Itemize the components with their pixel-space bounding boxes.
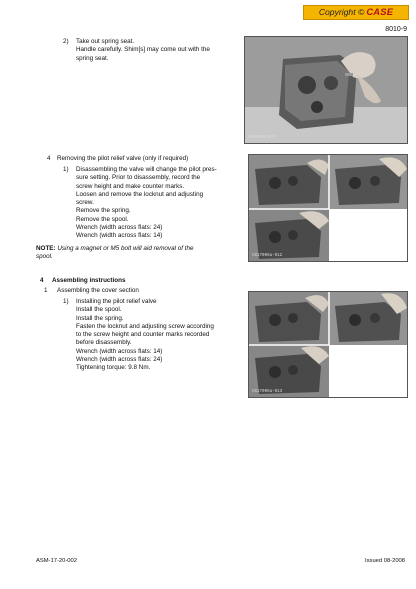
assembling-number: 4 bbox=[40, 277, 44, 284]
step-2-number: 2) bbox=[63, 38, 69, 45]
copyright-badge bbox=[303, 5, 409, 20]
copyright-text: Copyright © bbox=[318, 6, 365, 17]
step-line: Install the spool. bbox=[76, 306, 122, 314]
valve-photo bbox=[244, 36, 408, 144]
step-line: screw height and make counter marks. bbox=[76, 182, 185, 190]
pilot-relief-removal-photos bbox=[248, 154, 408, 262]
document-id: ASM-17-20-002 bbox=[36, 558, 77, 564]
section-title: Removing the pilot relief valve (only if required) bbox=[57, 155, 189, 162]
section-number: 4 bbox=[47, 155, 51, 162]
step-line: Install the spring. bbox=[76, 314, 124, 322]
step-2-line: Handle carefully. Shim[s] may come out with the bbox=[76, 46, 210, 54]
step-line: Tightening torque: 9.8 Nm. bbox=[76, 364, 151, 372]
subsection-number: 1 bbox=[44, 287, 48, 294]
valve-photo-art bbox=[245, 37, 408, 144]
step-line: Loosen and remove the locknut and adjusting bbox=[76, 190, 204, 198]
step-line: sure setting. Prior to disassembly, record the bbox=[76, 174, 201, 182]
note-text: spool. bbox=[36, 253, 53, 261]
install-step-text bbox=[76, 298, 236, 373]
step-line: screw. bbox=[76, 199, 94, 207]
case-logo: CASE bbox=[366, 6, 394, 18]
step-line: Installing the pilot relief valve bbox=[76, 298, 157, 305]
step-2-text bbox=[76, 38, 234, 63]
step-line: Wrench (width across flats: 24) bbox=[76, 224, 163, 232]
install-step-number: 1) bbox=[63, 298, 69, 305]
step-line: Disassembling the valve will change the pilot pres- bbox=[76, 166, 217, 173]
issue-date: Issued 08-2008 bbox=[365, 558, 405, 564]
page-number: 8010-9 bbox=[385, 26, 407, 33]
pilot-relief-install-art bbox=[249, 292, 408, 398]
note-label: NOTE: bbox=[36, 245, 56, 252]
step-1-text bbox=[76, 166, 234, 241]
photo-caption: AS17006a-012 bbox=[252, 254, 283, 259]
assembling-title: Assembling instructions bbox=[52, 277, 126, 284]
pilot-relief-install-photos bbox=[248, 291, 408, 398]
step-line: Remove the spool. bbox=[76, 215, 129, 223]
step-line: Fasten the locknut and adjusting screw according bbox=[76, 322, 214, 330]
step-2-line: spring seat. bbox=[76, 54, 109, 62]
step-line: before disassembly. bbox=[76, 339, 132, 347]
note-text: Using a magnet or M5 bolt will aid removal of the bbox=[57, 245, 194, 252]
step-line: Wrench (width across flats: 14) bbox=[76, 347, 163, 355]
step-line: Wrench (width across flats: 14) bbox=[76, 232, 163, 240]
step-2-line: Take out spring seat. bbox=[76, 38, 135, 45]
step-line: Wrench (width across flats: 24) bbox=[76, 356, 163, 364]
subsection-title: Assembling the cover section bbox=[57, 287, 139, 294]
step-line: Remove the spring. bbox=[76, 207, 131, 215]
step-1-number: 1) bbox=[63, 166, 69, 173]
step-line: to the screw height and counter marks recorded bbox=[76, 331, 210, 339]
pilot-relief-removal-art bbox=[249, 155, 408, 262]
photo-caption: AS17006a-013 bbox=[252, 390, 283, 395]
photo-caption: AS09002-017 bbox=[248, 136, 276, 141]
note bbox=[36, 245, 236, 262]
